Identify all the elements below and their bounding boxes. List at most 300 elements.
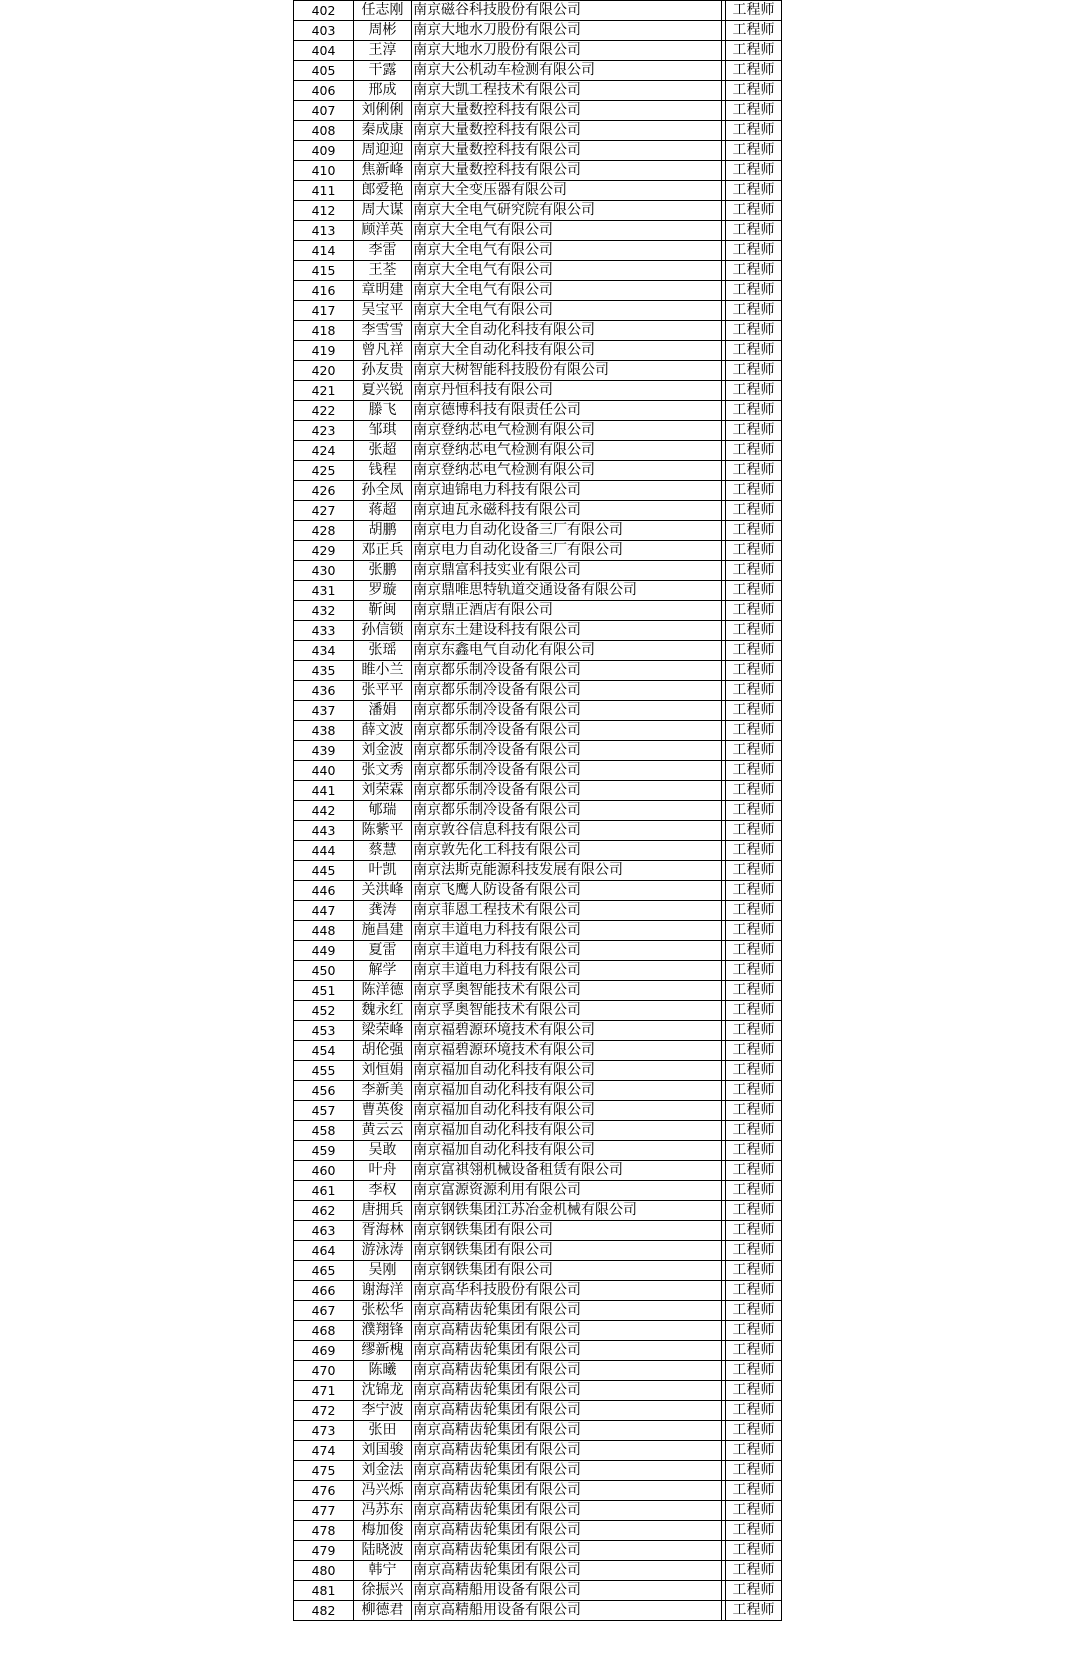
company-name: 南京大凯工程技术有限公司 (412, 81, 722, 101)
person-name: 张超 (354, 441, 412, 461)
person-name: 游泳涛 (354, 1241, 412, 1261)
row-number: 480 (294, 1561, 354, 1581)
company-name: 南京大量数控科技有限公司 (412, 161, 722, 181)
job-title: 工程师 (726, 1041, 782, 1061)
table-row (294, 1481, 782, 1501)
row-number: 402 (294, 1, 354, 21)
row-number: 412 (294, 201, 354, 221)
job-title: 工程师 (726, 961, 782, 981)
company-name: 南京电力自动化设备三厂有限公司 (412, 521, 722, 541)
company-name: 南京高精齿轮集团有限公司 (412, 1321, 722, 1341)
table-row (294, 221, 782, 241)
table-row (294, 1281, 782, 1301)
person-name: 罗璇 (354, 581, 412, 601)
company-name: 南京福加自动化科技有限公司 (412, 1081, 722, 1101)
person-name: 陈紫平 (354, 821, 412, 841)
row-number: 424 (294, 441, 354, 461)
row-number: 405 (294, 61, 354, 81)
table-row (294, 401, 782, 421)
company-name: 南京登纳芯电气检测有限公司 (412, 461, 722, 481)
row-number: 413 (294, 221, 354, 241)
company-name: 南京大全电气有限公司 (412, 261, 722, 281)
table-body (294, 1, 782, 1621)
table-row (294, 1021, 782, 1041)
row-number: 431 (294, 581, 354, 601)
job-title: 工程师 (726, 61, 782, 81)
person-name: 王淳 (354, 41, 412, 61)
table-row (294, 641, 782, 661)
person-name: 邢成 (354, 81, 412, 101)
company-name: 南京高精齿轮集团有限公司 (412, 1381, 722, 1401)
table-row (294, 681, 782, 701)
table-row (294, 1121, 782, 1141)
job-title: 工程师 (726, 1221, 782, 1241)
person-name: 张松华 (354, 1301, 412, 1321)
job-title: 工程师 (726, 141, 782, 161)
job-title: 工程师 (726, 941, 782, 961)
company-name: 南京大全自动化科技有限公司 (412, 321, 722, 341)
company-name: 南京高精船用设备有限公司 (412, 1601, 722, 1621)
table-row (294, 301, 782, 321)
row-number: 454 (294, 1041, 354, 1061)
person-name: 叶舟 (354, 1161, 412, 1181)
row-number: 423 (294, 421, 354, 441)
company-name: 南京磁谷科技股份有限公司 (412, 1, 722, 21)
row-number: 409 (294, 141, 354, 161)
job-title: 工程师 (726, 661, 782, 681)
company-name: 南京飞鹰人防设备有限公司 (412, 881, 722, 901)
job-title: 工程师 (726, 541, 782, 561)
job-title: 工程师 (726, 721, 782, 741)
job-title: 工程师 (726, 121, 782, 141)
row-number: 429 (294, 541, 354, 561)
row-number: 453 (294, 1021, 354, 1041)
job-title: 工程师 (726, 241, 782, 261)
job-title: 工程师 (726, 1141, 782, 1161)
job-title: 工程师 (726, 321, 782, 341)
person-name: 施昌建 (354, 921, 412, 941)
person-name: 柳德君 (354, 1601, 412, 1621)
person-name: 郎爱艳 (354, 181, 412, 201)
company-name: 南京高精齿轮集团有限公司 (412, 1501, 722, 1521)
job-title: 工程师 (726, 641, 782, 661)
table-row (294, 841, 782, 861)
company-name: 南京高精齿轮集团有限公司 (412, 1301, 722, 1321)
person-name: 蔡慧 (354, 841, 412, 861)
company-name: 南京福加自动化科技有限公司 (412, 1101, 722, 1121)
table-row (294, 181, 782, 201)
person-name: 韩宁 (354, 1561, 412, 1581)
job-title: 工程师 (726, 1601, 782, 1621)
company-name: 南京东土建设科技有限公司 (412, 621, 722, 641)
job-title: 工程师 (726, 1261, 782, 1281)
job-title: 工程师 (726, 581, 782, 601)
person-name: 周彬 (354, 21, 412, 41)
row-number: 439 (294, 741, 354, 761)
table-row (294, 1301, 782, 1321)
company-name: 南京高精齿轮集团有限公司 (412, 1401, 722, 1421)
row-number: 455 (294, 1061, 354, 1081)
company-name: 南京东鑫电气自动化有限公司 (412, 641, 722, 661)
table-row (294, 881, 782, 901)
person-name: 刘国骏 (354, 1441, 412, 1461)
row-number: 421 (294, 381, 354, 401)
row-number: 470 (294, 1361, 354, 1381)
company-name: 南京高华科技股份有限公司 (412, 1281, 722, 1301)
job-title: 工程师 (726, 1561, 782, 1581)
person-name: 李权 (354, 1181, 412, 1201)
company-name: 南京高精齿轮集团有限公司 (412, 1521, 722, 1541)
job-title: 工程师 (726, 381, 782, 401)
row-number: 444 (294, 841, 354, 861)
job-title: 工程师 (726, 1001, 782, 1021)
company-name: 南京钢铁集团有限公司 (412, 1241, 722, 1261)
job-title: 工程师 (726, 1381, 782, 1401)
person-name: 孙友贵 (354, 361, 412, 381)
row-number: 475 (294, 1461, 354, 1481)
person-name: 龚涛 (354, 901, 412, 921)
table-row (294, 1401, 782, 1421)
job-title: 工程师 (726, 1301, 782, 1321)
row-number: 407 (294, 101, 354, 121)
job-title: 工程师 (726, 1081, 782, 1101)
row-number: 458 (294, 1121, 354, 1141)
company-name: 南京高精齿轮集团有限公司 (412, 1341, 722, 1361)
job-title: 工程师 (726, 701, 782, 721)
row-number: 437 (294, 701, 354, 721)
job-title: 工程师 (726, 601, 782, 621)
job-title: 工程师 (726, 561, 782, 581)
company-name: 南京迪瓦永磁科技有限公司 (412, 501, 722, 521)
job-title: 工程师 (726, 1461, 782, 1481)
table-row (294, 1581, 782, 1601)
person-name: 曾凡祥 (354, 341, 412, 361)
table-row (294, 1421, 782, 1441)
company-name: 南京德博科技有限责任公司 (412, 401, 722, 421)
person-name: 靳闽 (354, 601, 412, 621)
company-name: 南京钢铁集团江苏冶金机械有限公司 (412, 1201, 722, 1221)
table-row (294, 721, 782, 741)
row-number: 474 (294, 1441, 354, 1461)
person-name: 李雪雪 (354, 321, 412, 341)
company-name: 南京法斯克能源科技发展有限公司 (412, 861, 722, 881)
table-row (294, 1061, 782, 1081)
person-name: 滕飞 (354, 401, 412, 421)
person-name: 刘金波 (354, 741, 412, 761)
person-name: 李雷 (354, 241, 412, 261)
table-row (294, 1521, 782, 1541)
table-row (294, 921, 782, 941)
person-name: 张田 (354, 1421, 412, 1441)
row-number: 408 (294, 121, 354, 141)
table-row (294, 601, 782, 621)
person-name: 章明建 (354, 281, 412, 301)
job-title: 工程师 (726, 201, 782, 221)
table-row (294, 1221, 782, 1241)
company-name: 南京丰道电力科技有限公司 (412, 941, 722, 961)
job-title: 工程师 (726, 781, 782, 801)
person-name: 关洪峰 (354, 881, 412, 901)
row-number: 482 (294, 1601, 354, 1621)
company-name: 南京丰道电力科技有限公司 (412, 961, 722, 981)
company-name: 南京都乐制冷设备有限公司 (412, 721, 722, 741)
company-name: 南京高精齿轮集团有限公司 (412, 1561, 722, 1581)
person-name: 邹琪 (354, 421, 412, 441)
job-title: 工程师 (726, 1541, 782, 1561)
row-number: 457 (294, 1101, 354, 1121)
job-title: 工程师 (726, 1281, 782, 1301)
person-name: 夏兴锐 (354, 381, 412, 401)
row-number: 471 (294, 1381, 354, 1401)
table-row (294, 1601, 782, 1621)
company-name: 南京大全电气有限公司 (412, 301, 722, 321)
person-name: 刘恒娟 (354, 1061, 412, 1081)
table-row (294, 201, 782, 221)
row-number: 419 (294, 341, 354, 361)
company-name: 南京敦先化工科技有限公司 (412, 841, 722, 861)
company-name: 南京福碧源环境技术有限公司 (412, 1021, 722, 1041)
table-row (294, 461, 782, 481)
table-row (294, 481, 782, 501)
table-row (294, 1101, 782, 1121)
company-name: 南京大公机动车检测有限公司 (412, 61, 722, 81)
person-name: 张瑶 (354, 641, 412, 661)
company-name: 南京迪锦电力科技有限公司 (412, 481, 722, 501)
table-row (294, 161, 782, 181)
row-number: 456 (294, 1081, 354, 1101)
row-number: 473 (294, 1421, 354, 1441)
row-number: 469 (294, 1341, 354, 1361)
company-name: 南京丰道电力科技有限公司 (412, 921, 722, 941)
row-number: 435 (294, 661, 354, 681)
row-number: 445 (294, 861, 354, 881)
company-name: 南京福加自动化科技有限公司 (412, 1061, 722, 1081)
company-name: 南京高精齿轮集团有限公司 (412, 1441, 722, 1461)
job-title: 工程师 (726, 1241, 782, 1261)
person-name: 吴刚 (354, 1261, 412, 1281)
table-row (294, 1241, 782, 1261)
person-name: 钱程 (354, 461, 412, 481)
job-title: 工程师 (726, 1501, 782, 1521)
row-number: 452 (294, 1001, 354, 1021)
person-name: 睢小兰 (354, 661, 412, 681)
person-name: 张平平 (354, 681, 412, 701)
table-row (294, 1381, 782, 1401)
company-name: 南京鼎富科技实业有限公司 (412, 561, 722, 581)
job-title: 工程师 (726, 821, 782, 841)
job-title: 工程师 (726, 21, 782, 41)
job-title: 工程师 (726, 1481, 782, 1501)
person-name: 魏永红 (354, 1001, 412, 1021)
job-title: 工程师 (726, 481, 782, 501)
table-row (294, 581, 782, 601)
table-row (294, 701, 782, 721)
row-number: 446 (294, 881, 354, 901)
job-title: 工程师 (726, 841, 782, 861)
company-name: 南京鼎正酒店有限公司 (412, 601, 722, 621)
company-name: 南京登纳芯电气检测有限公司 (412, 421, 722, 441)
job-title: 工程师 (726, 681, 782, 701)
row-number: 450 (294, 961, 354, 981)
job-title: 工程师 (726, 281, 782, 301)
job-title: 工程师 (726, 1, 782, 21)
job-title: 工程师 (726, 761, 782, 781)
row-number: 406 (294, 81, 354, 101)
row-number: 448 (294, 921, 354, 941)
row-number: 416 (294, 281, 354, 301)
row-number: 443 (294, 821, 354, 841)
company-name: 南京富源资源利用有限公司 (412, 1181, 722, 1201)
row-number: 425 (294, 461, 354, 481)
person-name: 郇瑞 (354, 801, 412, 821)
table-row (294, 321, 782, 341)
table-row (294, 1161, 782, 1181)
table-row (294, 261, 782, 281)
company-name: 南京高精齿轮集团有限公司 (412, 1541, 722, 1561)
row-number: 433 (294, 621, 354, 641)
person-name: 焦新峰 (354, 161, 412, 181)
job-title: 工程师 (726, 741, 782, 761)
job-title: 工程师 (726, 1361, 782, 1381)
table-row (294, 561, 782, 581)
company-name: 南京都乐制冷设备有限公司 (412, 681, 722, 701)
row-number: 403 (294, 21, 354, 41)
table-row (294, 1561, 782, 1581)
row-number: 466 (294, 1281, 354, 1301)
row-number: 451 (294, 981, 354, 1001)
person-name: 潘娟 (354, 701, 412, 721)
table-row (294, 901, 782, 921)
person-name: 顾洋英 (354, 221, 412, 241)
table-row (294, 741, 782, 761)
company-name: 南京大全自动化科技有限公司 (412, 341, 722, 361)
row-number: 447 (294, 901, 354, 921)
table-row (294, 421, 782, 441)
row-number: 411 (294, 181, 354, 201)
job-title: 工程师 (726, 161, 782, 181)
job-title: 工程师 (726, 421, 782, 441)
job-title: 工程师 (726, 301, 782, 321)
company-name: 南京福碧源环境技术有限公司 (412, 1041, 722, 1061)
row-number: 477 (294, 1501, 354, 1521)
company-name: 南京鼎唯思特轨道交通设备有限公司 (412, 581, 722, 601)
table-row (294, 1041, 782, 1061)
person-name: 张鹏 (354, 561, 412, 581)
row-number: 415 (294, 261, 354, 281)
person-name: 吴宝平 (354, 301, 412, 321)
company-name: 南京丹恒科技有限公司 (412, 381, 722, 401)
job-title: 工程师 (726, 181, 782, 201)
company-name: 南京高精齿轮集团有限公司 (412, 1481, 722, 1501)
row-number: 472 (294, 1401, 354, 1421)
job-title: 工程师 (726, 1101, 782, 1121)
person-name: 孙全凤 (354, 481, 412, 501)
company-name: 南京孚奥智能技术有限公司 (412, 1001, 722, 1021)
row-number: 426 (294, 481, 354, 501)
company-name: 南京电力自动化设备三厂有限公司 (412, 541, 722, 561)
table-row (294, 501, 782, 521)
company-name: 南京大全电气研究院有限公司 (412, 201, 722, 221)
company-name: 南京都乐制冷设备有限公司 (412, 741, 722, 761)
person-name: 王荃 (354, 261, 412, 281)
person-name: 谢海洋 (354, 1281, 412, 1301)
job-title: 工程师 (726, 1061, 782, 1081)
table-row (294, 1001, 782, 1021)
company-name: 南京大地水刀股份有限公司 (412, 21, 722, 41)
job-title: 工程师 (726, 261, 782, 281)
person-name: 沈锦龙 (354, 1381, 412, 1401)
company-name: 南京福加自动化科技有限公司 (412, 1121, 722, 1141)
job-title: 工程师 (726, 1401, 782, 1421)
row-number: 430 (294, 561, 354, 581)
job-title: 工程师 (726, 801, 782, 821)
row-number: 464 (294, 1241, 354, 1261)
company-name: 南京孚奥智能技术有限公司 (412, 981, 722, 1001)
person-name: 黄云云 (354, 1121, 412, 1141)
person-name: 刘俐俐 (354, 101, 412, 121)
person-name: 邓正兵 (354, 541, 412, 561)
job-title: 工程师 (726, 221, 782, 241)
table-row (294, 761, 782, 781)
job-title: 工程师 (726, 501, 782, 521)
row-number: 461 (294, 1181, 354, 1201)
table-row (294, 1141, 782, 1161)
table-row (294, 141, 782, 161)
company-name: 南京大树智能科技股份有限公司 (412, 361, 722, 381)
row-number: 468 (294, 1321, 354, 1341)
table-row (294, 1, 782, 21)
company-name: 南京大全电气有限公司 (412, 281, 722, 301)
table-row (294, 801, 782, 821)
person-name: 张文秀 (354, 761, 412, 781)
job-title: 工程师 (726, 1161, 782, 1181)
person-name: 缪新槐 (354, 1341, 412, 1361)
table-row (294, 781, 782, 801)
person-name: 冯苏东 (354, 1501, 412, 1521)
person-name: 胡伦强 (354, 1041, 412, 1061)
job-title: 工程师 (726, 1581, 782, 1601)
table-row (294, 1181, 782, 1201)
table-row (294, 441, 782, 461)
table-row (294, 361, 782, 381)
job-title: 工程师 (726, 1341, 782, 1361)
job-title: 工程师 (726, 1521, 782, 1541)
job-title: 工程师 (726, 1021, 782, 1041)
job-title: 工程师 (726, 621, 782, 641)
person-name: 周大谋 (354, 201, 412, 221)
company-name: 南京大量数控科技有限公司 (412, 121, 722, 141)
row-number: 417 (294, 301, 354, 321)
company-name: 南京都乐制冷设备有限公司 (412, 661, 722, 681)
table-row (294, 341, 782, 361)
row-number: 441 (294, 781, 354, 801)
job-title: 工程师 (726, 401, 782, 421)
company-name: 南京都乐制冷设备有限公司 (412, 701, 722, 721)
company-name: 南京钢铁集团有限公司 (412, 1261, 722, 1281)
table-row (294, 961, 782, 981)
row-number: 434 (294, 641, 354, 661)
row-number: 467 (294, 1301, 354, 1321)
person-name: 梅加俊 (354, 1521, 412, 1541)
person-name: 胡鹏 (354, 521, 412, 541)
person-name: 蒋超 (354, 501, 412, 521)
person-name: 叶凯 (354, 861, 412, 881)
person-name: 曹英俊 (354, 1101, 412, 1121)
person-name: 李宁波 (354, 1401, 412, 1421)
company-name: 南京大全电气有限公司 (412, 221, 722, 241)
row-number: 410 (294, 161, 354, 181)
company-name: 南京都乐制冷设备有限公司 (412, 761, 722, 781)
